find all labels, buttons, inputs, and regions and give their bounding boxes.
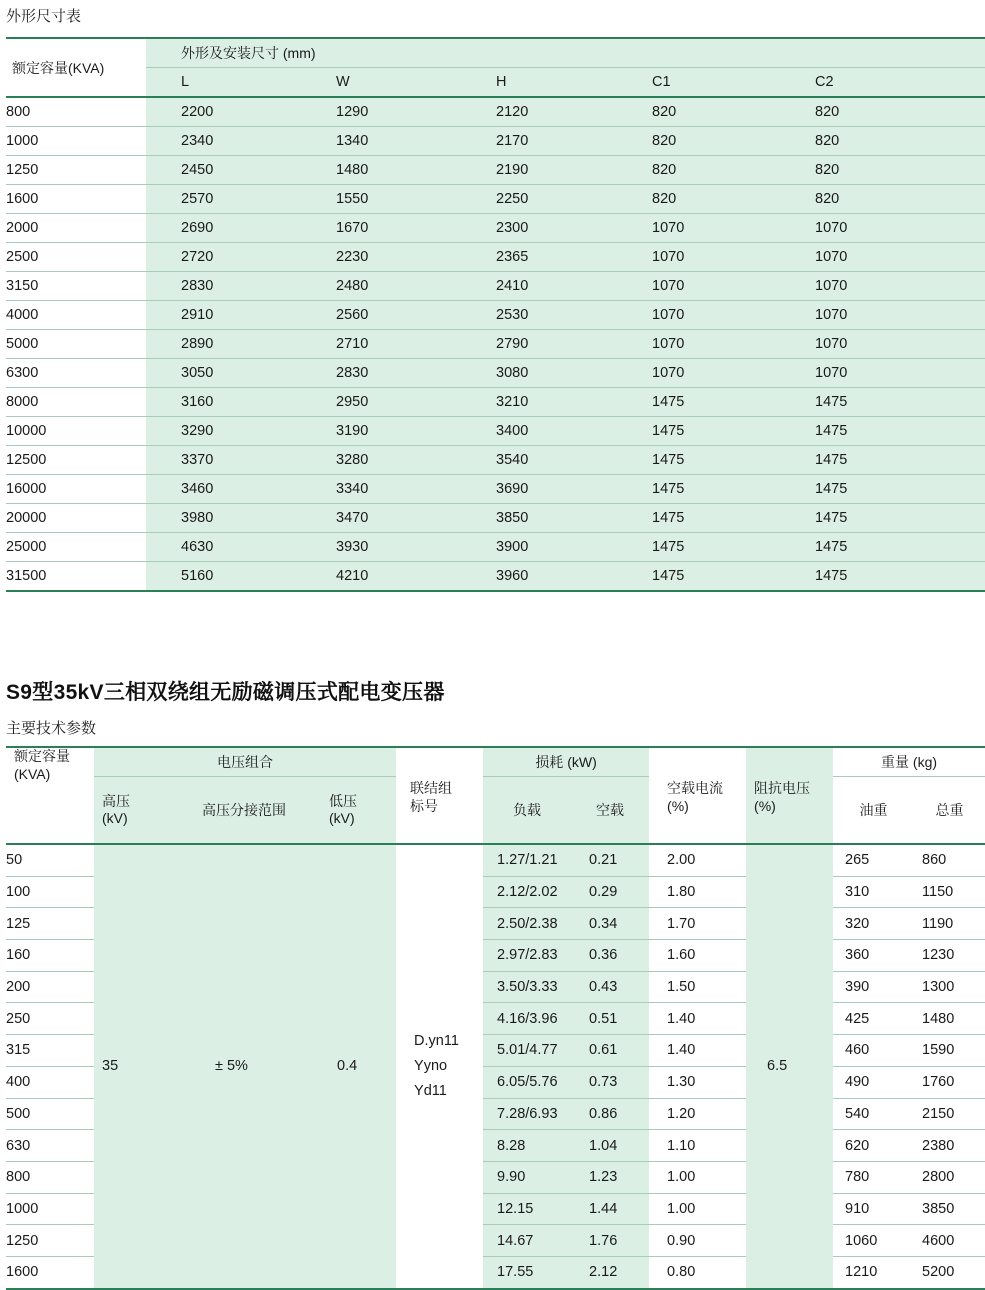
oil-weight-cell: 265 [833, 844, 914, 876]
capacity-cell: 400 [6, 1066, 94, 1098]
dimension-cell: 1070 [617, 272, 780, 301]
capacity-cell: 1250 [6, 1225, 94, 1257]
total-weight-cell: 2380 [914, 1130, 985, 1162]
capacity-cell: 125 [6, 908, 94, 940]
lv-line2: (kV) [329, 810, 355, 826]
noload-current-cell: 1.10 [649, 1130, 746, 1162]
dimension-cell: 1475 [780, 475, 985, 504]
oil-weight-cell: 320 [833, 908, 914, 940]
dimension-cell: 1070 [617, 301, 780, 330]
dimension-cell: 3470 [301, 504, 461, 533]
noload-current-header [649, 747, 746, 844]
capacity-cell: 250 [6, 1003, 94, 1035]
capacity-header-line2: (KVA) [14, 765, 51, 782]
lv-value: 0.4 [311, 844, 396, 1289]
oil-weight-cell: 310 [833, 876, 914, 908]
dimension-cell: 2230 [301, 243, 461, 272]
table-row [6, 156, 985, 185]
oil-weight-cell: 780 [833, 1161, 914, 1193]
dimension-cell: 1340 [301, 127, 461, 156]
dimension-cell: 3340 [301, 475, 461, 504]
dimension-cell: 1070 [780, 272, 985, 301]
dimension-cell: 3540 [461, 446, 617, 475]
noload-current-cell: 1.40 [649, 1003, 746, 1035]
capacity-cell: 20000 [6, 504, 146, 533]
noload-loss-cell: 0.61 [571, 1035, 649, 1067]
dimension-cell: 2410 [461, 272, 617, 301]
hv-value: 35 [94, 844, 177, 1289]
dimension-cell: 820 [617, 185, 780, 214]
loss-group-header: 损耗 (kW) [483, 747, 649, 777]
total-weight-cell: 4600 [914, 1225, 985, 1257]
dimension-cell: 1070 [617, 214, 780, 243]
load-loss-header: 负载 [483, 777, 571, 845]
oil-weight-cell: 620 [833, 1130, 914, 1162]
hv-line1: 高压 [102, 792, 130, 809]
capacity-cell: 160 [6, 940, 94, 972]
total-weight-cell: 1230 [914, 940, 985, 972]
total-weight-cell: 1190 [914, 908, 985, 940]
load-loss-cell: 2.12/2.02 [483, 876, 571, 908]
col-header-C2: C2 [780, 68, 985, 98]
dimension-cell: 1475 [617, 388, 780, 417]
capacity-cell: 800 [6, 1161, 94, 1193]
capacity-cell: 1000 [6, 1193, 94, 1225]
dimension-cell: 1475 [617, 475, 780, 504]
noload-loss-cell: 0.29 [571, 876, 649, 908]
impedance-header [746, 747, 833, 844]
vector-header-line1: 联结组 [410, 780, 453, 796]
table-row [6, 97, 985, 127]
oil-weight-cell: 360 [833, 940, 914, 972]
load-loss-cell: 17.55 [483, 1256, 571, 1288]
capacity-cell: 1000 [6, 127, 146, 156]
noload-loss-cell: 2.12 [571, 1256, 649, 1288]
dimension-cell: 3690 [461, 475, 617, 504]
dimension-cell: 1475 [780, 446, 985, 475]
capacity-cell: 12500 [6, 446, 146, 475]
dimension-cell: 1475 [617, 533, 780, 562]
capacity-cell: 1250 [6, 156, 146, 185]
total-weight-cell: 2150 [914, 1098, 985, 1130]
hv-line2: (kV) [102, 810, 128, 826]
dimension-cell: 2450 [146, 156, 301, 185]
dimension-cell: 1670 [301, 214, 461, 243]
dimension-cell: 2720 [146, 243, 301, 272]
table-row [6, 475, 985, 504]
capacity-cell: 100 [6, 876, 94, 908]
dimension-cell: 2250 [461, 185, 617, 214]
dimension-cell: 3930 [301, 533, 461, 562]
dimension-cell: 1070 [617, 330, 780, 359]
dimension-cell: 2190 [461, 156, 617, 185]
capacity-cell: 50 [6, 844, 94, 876]
impedance-value: 6.5 [746, 844, 833, 1289]
dimension-cell: 5160 [146, 562, 301, 592]
load-loss-cell: 14.67 [483, 1225, 571, 1257]
table-row [6, 185, 985, 214]
dimension-cell: 2480 [301, 272, 461, 301]
capacity-cell: 2000 [6, 214, 146, 243]
capacity-cell: 25000 [6, 533, 146, 562]
section-title: S9型35kV三相双绕组无励磁调压式配电变压器 [6, 681, 445, 704]
capacity-header-line1: 额定容量 [14, 748, 70, 764]
dimension-cell: 1070 [780, 214, 985, 243]
lv-header [311, 777, 396, 845]
dimension-cell: 1475 [617, 417, 780, 446]
dimension-cell: 3960 [461, 562, 617, 592]
table-row [6, 214, 985, 243]
table-row [6, 301, 985, 330]
oil-weight-cell: 1060 [833, 1225, 914, 1257]
dimension-cell: 1480 [301, 156, 461, 185]
capacity-cell: 16000 [6, 475, 146, 504]
noload-loss-cell: 0.73 [571, 1066, 649, 1098]
dimension-cell: 820 [780, 97, 985, 127]
dimension-cell: 3370 [146, 446, 301, 475]
capacity-cell: 200 [6, 971, 94, 1003]
dimension-cell: 3190 [301, 417, 461, 446]
noload-loss-cell: 0.34 [571, 908, 649, 940]
col-header-H: H [461, 68, 617, 98]
noload-loss-cell: 1.23 [571, 1161, 649, 1193]
dimension-cell: 2200 [146, 97, 301, 127]
dimension-cell: 1475 [780, 417, 985, 446]
table-row [6, 446, 985, 475]
noload-current-cell: 0.80 [667, 1264, 696, 1281]
dimension-cell: 2570 [146, 185, 301, 214]
dimension-cell: 1070 [780, 330, 985, 359]
dimension-cell: 3900 [461, 533, 617, 562]
dimension-cell: 1475 [617, 504, 780, 533]
oil-weight-header: 油重 [833, 777, 914, 845]
dimension-cell: 2910 [146, 301, 301, 330]
dimension-cell: 1475 [617, 446, 780, 475]
dimension-cell: 3050 [146, 359, 301, 388]
oil-weight-cell: 490 [833, 1066, 914, 1098]
capacity-cell: 315 [6, 1035, 94, 1067]
load-loss-cell: 2.50/2.38 [483, 908, 571, 940]
capacity-cell: 10000 [6, 417, 146, 446]
dimension-cell: 1070 [780, 359, 985, 388]
noload-loss-cell: 0.86 [571, 1098, 649, 1130]
dimension-cell: 820 [617, 127, 780, 156]
vector-group-item: Yd11 [414, 1082, 447, 1099]
oil-weight-cell: 460 [833, 1035, 914, 1067]
table-row [6, 359, 985, 388]
capacity-cell: 1600 [6, 185, 146, 214]
dimension-cell: 2950 [301, 388, 461, 417]
noload-current-cell: 1.30 [649, 1066, 746, 1098]
noload-loss-cell: 1.44 [571, 1193, 649, 1225]
dimension-cell: 1070 [780, 301, 985, 330]
table-row [6, 330, 985, 359]
dimension-cell: 2365 [461, 243, 617, 272]
capacity-cell: 1600 [6, 1264, 39, 1281]
noload-current-cell: 1.80 [649, 876, 746, 908]
noload-loss-cell: 0.21 [571, 844, 649, 876]
oil-weight-cell: 910 [833, 1193, 914, 1225]
capacity-cell: 3150 [6, 272, 146, 301]
vector-group-header [396, 747, 483, 844]
capacity-cell: 800 [6, 97, 146, 127]
total-weight-cell: 1590 [914, 1035, 985, 1067]
noload-current-cell: 1.60 [649, 940, 746, 972]
load-loss-cell: 4.16/3.96 [483, 1003, 571, 1035]
noload-current-cell: 1.00 [649, 1161, 746, 1193]
table-row [6, 533, 985, 562]
total-weight-cell: 1150 [914, 876, 985, 908]
vector-group-item: D.yn11 [414, 1032, 459, 1049]
impedance-line2: (%) [754, 797, 776, 814]
noload-current-cell: 1.20 [649, 1098, 746, 1130]
dimension-cell: 1290 [301, 97, 461, 127]
capacity-cell: 4000 [6, 301, 146, 330]
dimension-cell: 3460 [146, 475, 301, 504]
load-loss-cell: 12.15 [483, 1193, 571, 1225]
dimension-cell: 820 [780, 127, 985, 156]
noload-loss-header: 空载 [571, 777, 649, 845]
dimension-cell: 2790 [461, 330, 617, 359]
noload-current-line1: 空载电流 [667, 780, 724, 796]
oil-weight-cell: 390 [833, 971, 914, 1003]
capacity-cell: 31500 [6, 568, 47, 584]
col-header-L: L [146, 68, 301, 98]
capacity-header [6, 747, 94, 844]
load-loss-cell: 5.01/4.77 [483, 1035, 571, 1067]
noload-loss-cell: 1.04 [571, 1130, 649, 1162]
parameters-table [6, 746, 985, 1290]
table-row [6, 388, 985, 417]
table-row [6, 504, 985, 533]
table-row [6, 417, 985, 446]
tap-range-header: 高压分接范围 [177, 777, 311, 845]
weight-group-header: 重量 (kg) [833, 747, 985, 777]
capacity-header: 额定容量(KVA) [6, 38, 146, 97]
capacity-cell: 630 [6, 1130, 94, 1162]
noload-current-cell: 1.00 [649, 1193, 746, 1225]
col-header-W: W [301, 68, 461, 98]
dimension-cell: 3080 [461, 359, 617, 388]
dimension-cell: 1475 [780, 533, 985, 562]
dimension-cell: 2830 [301, 359, 461, 388]
load-loss-cell: 7.28/6.93 [483, 1098, 571, 1130]
dimension-cell: 1070 [617, 243, 780, 272]
voltage-group-header: 电压组合 [94, 747, 396, 777]
dimension-cell: 2300 [461, 214, 617, 243]
total-weight-cell: 1480 [914, 1003, 985, 1035]
dimension-cell: 2710 [301, 330, 461, 359]
dimension-cell: 4210 [301, 562, 461, 592]
dimension-cell: 2690 [146, 214, 301, 243]
dimension-cell: 820 [617, 156, 780, 185]
col-header-C1: C1 [617, 68, 780, 98]
dimension-table [6, 37, 985, 592]
impedance-line1: 阻抗电压 [754, 780, 811, 796]
dimension-cell: 4630 [146, 533, 301, 562]
dimension-group-header: 外形及安装尺寸 (mm) [146, 38, 985, 68]
capacity-cell: 6300 [6, 359, 146, 388]
hv-header [94, 777, 177, 845]
table-row [6, 844, 985, 876]
total-weight-header: 总重 [914, 777, 985, 845]
noload-loss-cell: 1.76 [571, 1225, 649, 1257]
noload-current-cell: 1.50 [649, 971, 746, 1003]
dimension-cell: 3210 [461, 388, 617, 417]
noload-current-cell: 0.90 [649, 1225, 746, 1257]
dimension-cell: 1550 [301, 185, 461, 214]
noload-current-cell: 2.00 [649, 844, 746, 876]
dimension-cell: 820 [780, 185, 985, 214]
dimension-cell: 3280 [301, 446, 461, 475]
load-loss-cell: 2.97/2.83 [483, 940, 571, 972]
load-loss-cell: 3.50/3.33 [483, 971, 571, 1003]
total-weight-cell: 1760 [914, 1066, 985, 1098]
lv-line1: 低压 [329, 792, 357, 809]
total-weight-cell: 860 [914, 844, 985, 876]
table-row [6, 127, 985, 156]
load-loss-cell: 1.27/1.21 [483, 844, 571, 876]
noload-loss-cell: 0.43 [571, 971, 649, 1003]
table-row [6, 562, 985, 592]
dimension-cell: 3980 [146, 504, 301, 533]
dimension-cell: 1070 [780, 243, 985, 272]
total-weight-cell: 2800 [914, 1161, 985, 1193]
dimension-cell: 820 [780, 156, 985, 185]
dimension-cell: 820 [617, 97, 780, 127]
load-loss-cell: 6.05/5.76 [483, 1066, 571, 1098]
dimension-cell: 2120 [461, 97, 617, 127]
dimension-cell: 3290 [146, 417, 301, 446]
table-row [6, 272, 985, 301]
dimension-cell: 2560 [301, 301, 461, 330]
vector-header-line2: 标号 [410, 797, 439, 814]
load-loss-cell: 8.28 [483, 1130, 571, 1162]
dimension-cell: 1475 [780, 562, 985, 592]
dimension-cell: 3160 [146, 388, 301, 417]
vector-group-value [396, 844, 483, 1289]
dimension-cell: 1475 [617, 562, 780, 592]
noload-loss-cell: 0.36 [571, 940, 649, 972]
dimension-cell: 1070 [617, 359, 780, 388]
dimension-table-caption: 外形尺寸表 [6, 8, 82, 25]
parameters-caption: 主要技术参数 [6, 720, 97, 737]
oil-weight-cell: 425 [833, 1003, 914, 1035]
capacity-cell: 2500 [6, 243, 146, 272]
dimension-cell: 2340 [146, 127, 301, 156]
noload-current-cell: 1.70 [649, 908, 746, 940]
noload-current-line2: (%) [667, 797, 689, 814]
dimension-cell: 1475 [780, 388, 985, 417]
tap-range-value: ± 5% [177, 844, 311, 1289]
dimension-cell: 3850 [461, 504, 617, 533]
oil-weight-cell: 540 [833, 1098, 914, 1130]
dimension-cell: 3400 [461, 417, 617, 446]
dimension-cell: 2830 [146, 272, 301, 301]
dimension-cell: 2530 [461, 301, 617, 330]
capacity-cell: 8000 [6, 388, 146, 417]
noload-current-cell: 1.40 [649, 1035, 746, 1067]
vector-group-item: Yyno [414, 1057, 448, 1074]
noload-loss-cell: 0.51 [571, 1003, 649, 1035]
oil-weight-cell: 1210 [845, 1264, 878, 1281]
total-weight-cell: 1300 [914, 971, 985, 1003]
load-loss-cell: 9.90 [483, 1161, 571, 1193]
dimension-cell: 2170 [461, 127, 617, 156]
table-row [6, 243, 985, 272]
dimension-cell: 2890 [146, 330, 301, 359]
total-weight-cell: 5200 [922, 1264, 955, 1281]
dimension-cell: 1475 [780, 504, 985, 533]
capacity-cell: 5000 [6, 330, 146, 359]
capacity-cell: 500 [6, 1098, 94, 1130]
total-weight-cell: 3850 [914, 1193, 985, 1225]
